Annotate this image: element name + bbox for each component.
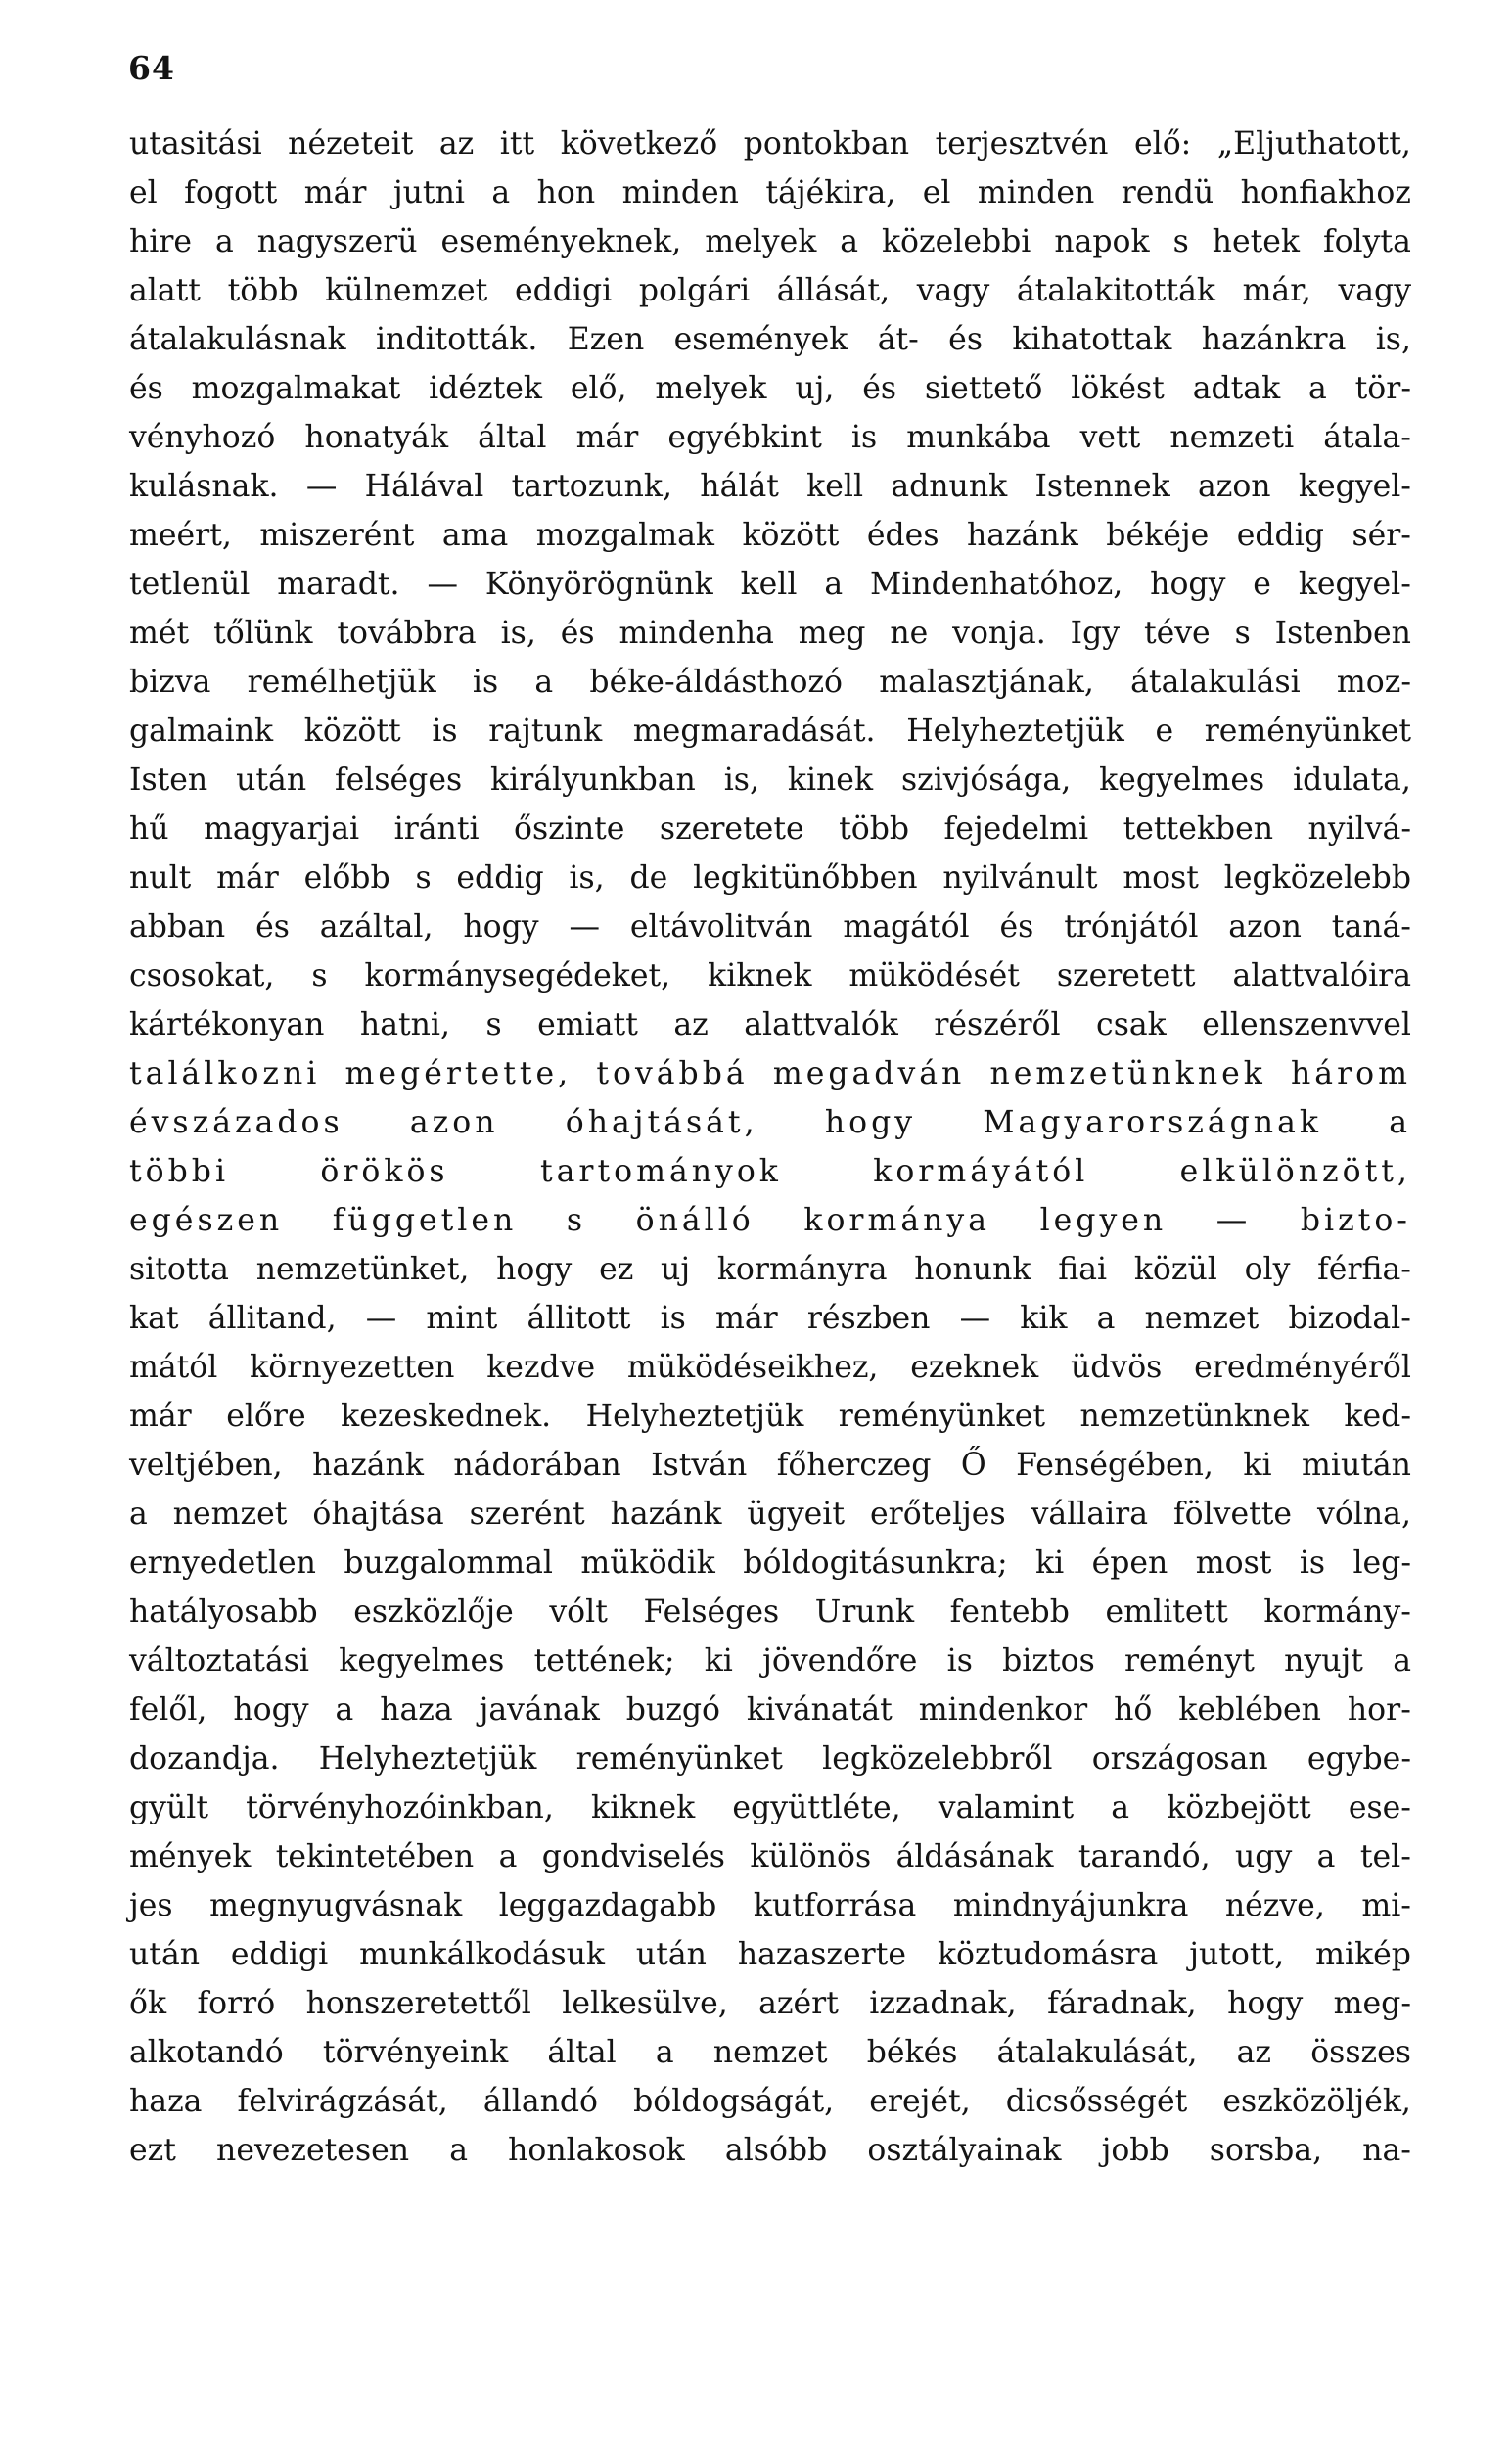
text-line: abban és azáltal, hogy — eltávolitván magától és trónjától azon taná- — [129, 909, 1411, 945]
text-line: mények tekintetében a gondviselés különös áldásának tarandó, ugy a tel- — [129, 1839, 1411, 1874]
text-line: veltjében, hazánk nádorában István főherczeg Ő Fenségében, ki miután — [129, 1448, 1411, 1483]
text-line: haza felvirágzását, állandó bóldogságát, erejét, dicsősségét eszközöljék, — [129, 2084, 1411, 2119]
text-line: mét tőlünk továbbra is, és mindenha meg ne vonja. Igy téve s Istenben — [129, 616, 1411, 651]
text-line: sitotta nemzetünket, hogy ez uj kormányra honunk fiai közül oly férfia- — [129, 1252, 1411, 1287]
text-line: többi örökös tartományok kormáyától elkülönzött, — [129, 1154, 1411, 1189]
text-line: már előre kezeskednek. Helyheztetjük reményünket nemzetünknek ked- — [129, 1399, 1411, 1434]
text-line: után eddigi munkálkodásuk után hazaszerte köztudomásra jutott, mikép — [129, 1937, 1411, 1972]
text-line: a nemzet óhajtása szerént hazánk ügyeit erőteljes vállaira fölvette vólna, — [129, 1497, 1411, 1532]
text-line: kártékonyan hatni, s emiatt az alattvalók részéről csak ellenszenvvel — [129, 1007, 1411, 1042]
text-line: dozandja. Helyheztetjük reményünket legközelebbről országosan egybe- — [129, 1741, 1411, 1777]
text-line: évszázados azon óhajtását, hogy Magyarországnak a — [129, 1105, 1411, 1140]
text-line: kulásnak. — Hálával tartozunk, hálát kell adnunk Istennek azon kegyel- — [129, 469, 1411, 504]
body-text — [129, 119, 1411, 2175]
text-line: csosokat, s kormánysegédeket, kiknek müködését szeretett alattvalóira — [129, 958, 1411, 993]
text-line: változtatási kegyelmes tettének; ki jövendőre is biztos reményt nyujt a — [129, 1643, 1411, 1679]
text-line: vényhozó honatyák által már egyébkint is munkába vett nemzeti átala- — [129, 420, 1411, 455]
text-line: ők forró honszeretettől lelkesülve, azért izzadnak, fáradnak, hogy meg- — [129, 1986, 1411, 2021]
text-line: galmaink között is rajtunk megmaradását. Helyheztetjük e reményünket — [129, 714, 1411, 749]
text-line: ernyedetlen buzgalommal müködik bóldogitásunkra; ki épen most is leg- — [129, 1546, 1411, 1581]
text-line: ezt nevezetesen a honlakosok alsóbb osztályainak jobb sorsba, na- — [129, 2133, 1411, 2168]
text-line: felől, hogy a haza javának buzgó kivánatát mindenkor hő keblében hor- — [129, 1692, 1411, 1728]
text-line: alkotandó törvényeink által a nemzet békés átalakulását, az összes — [129, 2035, 1411, 2070]
text-line: utasitási nézeteit az itt következő pontokban terjesztvén elő: „Eljuthatott, — [129, 126, 1411, 162]
text-line: bizva remélhetjük is a béke-áldásthozó malasztjának, átalakulási moz- — [129, 665, 1411, 700]
text-line: hű magyarjai iránti őszinte szeretete több fejedelmi tettekben nyilvá- — [129, 811, 1411, 847]
text-line: találkozni megértette, továbbá megadván nemzetünknek három — [129, 1056, 1411, 1091]
page-number: 64 — [128, 49, 175, 87]
text-line: Isten után felséges királyunkban is, kinek szivjósága, kegyelmes idulata, — [129, 762, 1411, 798]
text-line: tetlenül maradt. — Könyörögnünk kell a Mindenhatóhoz, hogy e kegyel- — [129, 567, 1411, 602]
text-line: jes megnyugvásnak leggazdagabb kutforrása mindnyájunkra nézve, mi- — [129, 1888, 1411, 1923]
text-line: hire a nagyszerü eseményeknek, melyek a közelebbi napok s hetek folyta — [129, 224, 1411, 259]
text-line: gyült törvényhozóinkban, kiknek együttléte, valamint a közbejött ese- — [129, 1790, 1411, 1825]
text-line: nult már előbb s eddig is, de legkitünőbben nyilvánult most legközelebb — [129, 860, 1411, 896]
text-line: alatt több külnemzet eddigi polgári állását, vagy átalakitották már, vagy — [129, 273, 1411, 308]
text-line: egészen független s önálló kormánya legyen — bizto- — [129, 1203, 1411, 1238]
text-line: el fogott már jutni a hon minden tájékira, el minden rendü honfiakhoz — [129, 175, 1411, 210]
text-line: kat állitand, — mint állitott is már részben — kik a nemzet bizodal- — [129, 1301, 1411, 1336]
text-line: átalakulásnak inditották. Ezen események át- és kihatottak hazánkra is, — [129, 322, 1411, 357]
text-line: hatályosabb eszközlője vólt Felséges Urunk fentebb emlitett kormány- — [129, 1594, 1411, 1630]
text-line: meért, miszerént ama mozgalmak között édes hazánk békéje eddig sér- — [129, 518, 1411, 553]
text-line: mától környezetten kezdve müködéseikhez, ezeknek üdvös eredményéről — [129, 1350, 1411, 1385]
text-line: és mozgalmakat idéztek elő, melyek uj, és siettető lökést adtak a tör- — [129, 371, 1411, 406]
